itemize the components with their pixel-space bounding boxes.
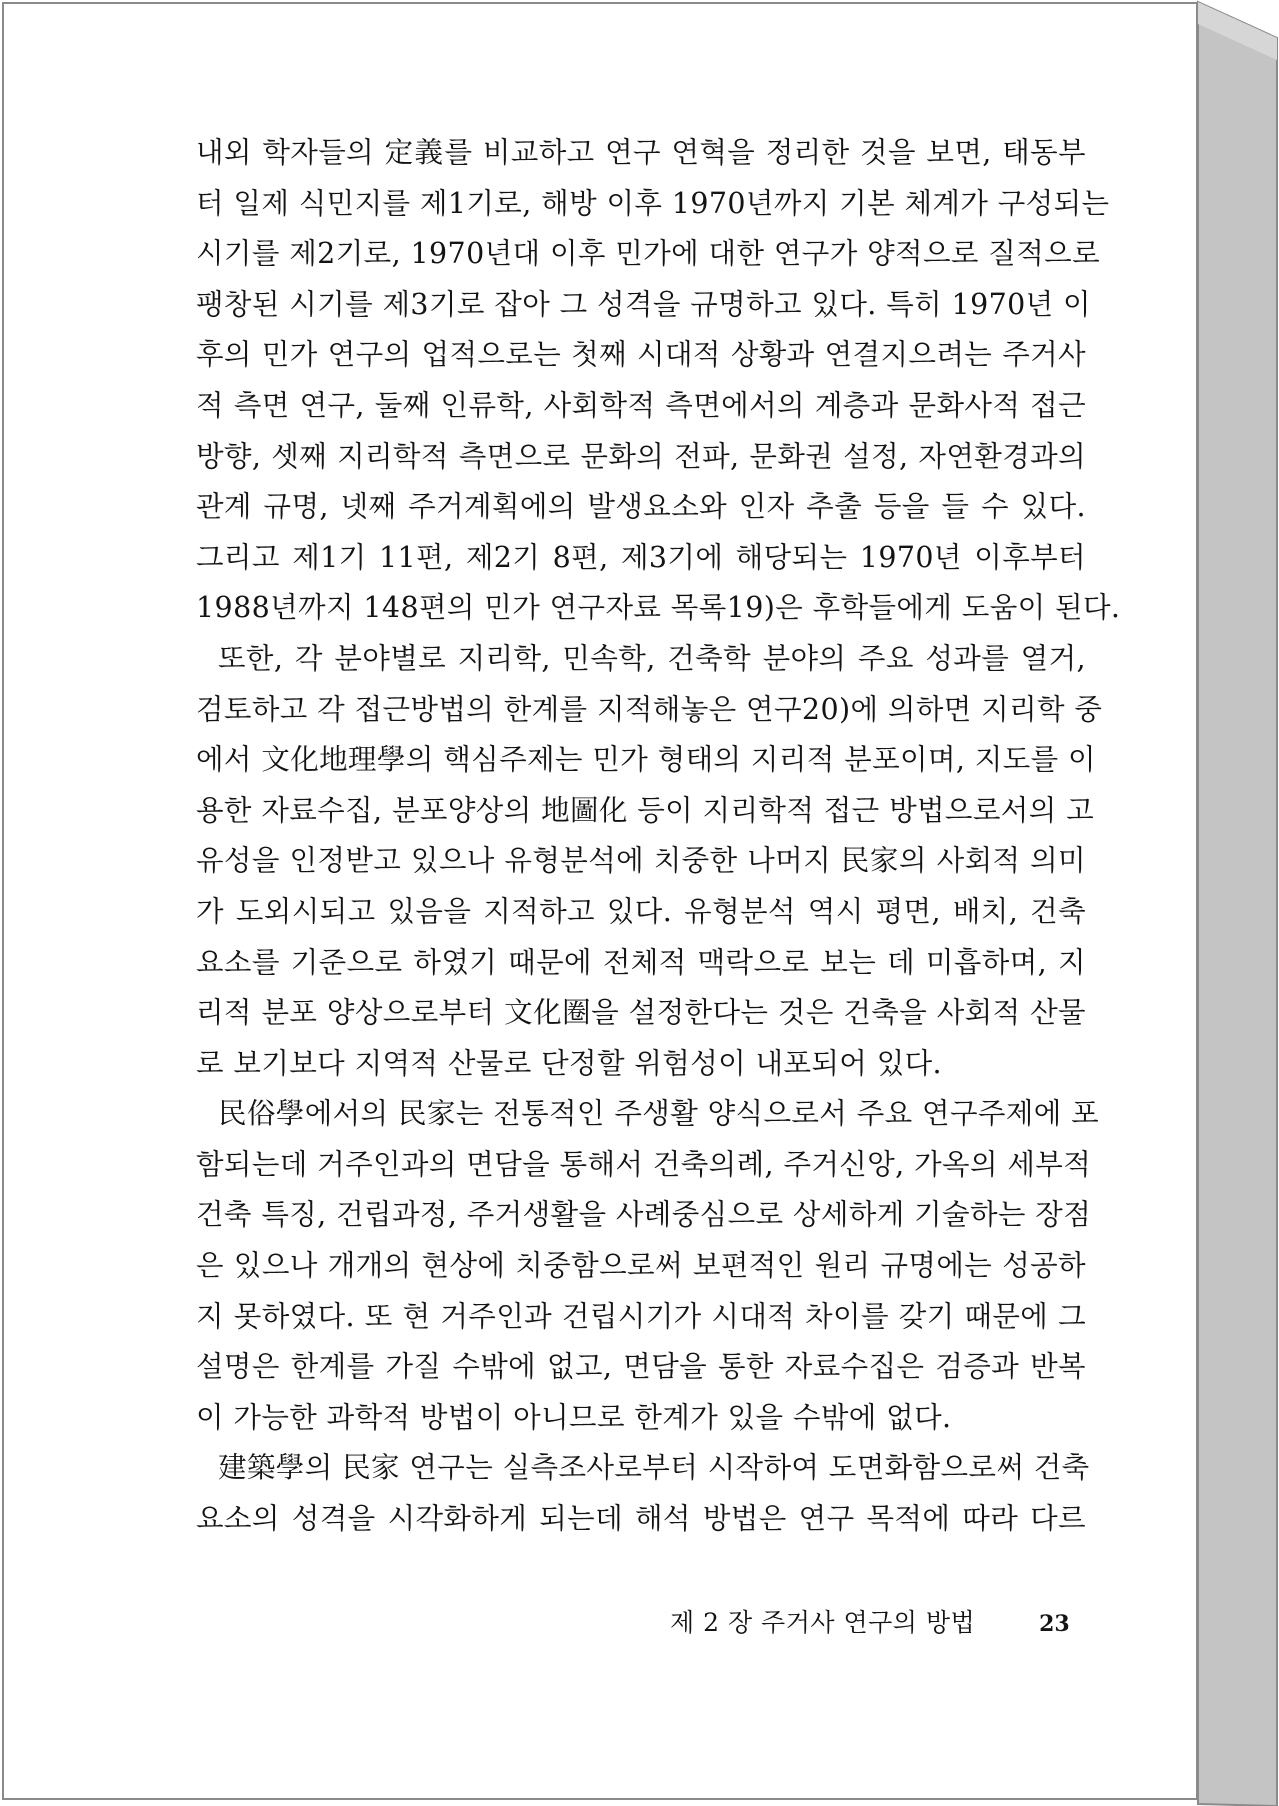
text-line: 팽창된 시기를 제3기로 잡아 그 성격을 규명하고 있다. 특히 1970년 이: [196, 287, 1091, 321]
text-line: 로 보기보다 지역적 산물로 단정할 위험성이 내포되어 있다.: [196, 1046, 943, 1080]
text-line: 적 측면 연구, 둘째 인류학, 사회학적 측면에서의 계층과 문화사적 접근: [196, 388, 1086, 422]
text-line: 리적 분포 양상으로부터 文化圈을 설정한다는 것은 건축을 사회적 산물: [196, 996, 1086, 1030]
text-line: 建築學의 民家 연구는 실측조사로부터 시작하여 도면화함으로써 건축: [218, 1451, 1090, 1485]
text-line: 내외 학자들의 定義를 비교하고 연구 연혁을 정리한 것을 보면, 태동부: [196, 136, 1086, 169]
text-line: 그리고 제1기 11편, 제2기 8편, 제3기에 해당되는 1970년 이후부터: [196, 540, 1086, 574]
text-line: 함되는데 거주인과의 면담을 통해서 건축의례, 주거신앙, 가옥의 세부적: [196, 1147, 1092, 1181]
page-number: 23: [1039, 1611, 1070, 1637]
text-line: 설명은 한계를 가질 수밖에 없고, 면담을 통한 자료수집은 검증과 반복: [196, 1350, 1086, 1384]
text-line: 에서 文化地理學의 핵심주제는 민가 형태의 지리적 분포이며, 지도를 이: [196, 743, 1096, 777]
text-line: 지 못하였다. 또 현 거주인과 건립시기가 시대적 차이를 갖기 때문에 그: [196, 1299, 1086, 1333]
text-line: 방향, 셋째 지리학적 측면으로 문화의 전파, 문화권 설정, 자연환경과의: [196, 439, 1086, 473]
text-line: 요소의 성격을 시각화하게 되는데 해석 방법은 연구 목적에 따라 다르: [196, 1502, 1086, 1536]
text-line: 이 가능한 과학적 방법이 아니므로 한계가 있을 수밖에 없다.: [196, 1400, 952, 1434]
text-line: 시기를 제2기로, 1970년대 이후 민가에 대한 연구가 양적으로 질적으로: [196, 237, 1101, 271]
text-line: 건축 특징, 건립과정, 주거생활을 사례중심으로 상세하게 기술하는 장점: [196, 1198, 1092, 1232]
text-line: 가 도외시되고 있음을 지적하고 있다. 유형분석 역시 평면, 배치, 건축: [196, 894, 1086, 928]
text-line: 용한 자료수집, 분포양상의 地圖化 등이 지리학적 접근 방법으로서의 고: [196, 793, 1095, 827]
running-footer: [670, 1603, 1070, 1639]
text-line: 은 있으나 개개의 현상에 치중함으로써 보편적인 원리 규명에는 성공하: [196, 1249, 1086, 1283]
text-line: 관계 규명, 넷째 주거계획에의 발생요소와 인자 추출 등을 들 수 있다.: [196, 490, 1086, 524]
text-line: 검토하고 각 접근방법의 한계를 지적해놓은 연구20)에 의하면 지리학 중: [196, 692, 1103, 726]
text-line: 民俗學에서의 民家는 전통적인 주생활 양식으로서 주요 연구주제에 포: [218, 1097, 1100, 1131]
body-text: [196, 128, 1121, 1545]
text-line: 유성을 인정받고 있으나 유형분석에 치중한 나머지 民家의 사회적 의미: [196, 844, 1086, 878]
chapter-title: 제 2 장 주거사 연구의 방법: [670, 1608, 976, 1637]
text-line: 후의 민가 연구의 업적으로는 첫째 시대적 상황과 연결지으려는 주거사: [196, 338, 1086, 372]
text-line: 터 일제 식민지를 제1기로, 해방 이후 1970년까지 기본 체계가 구성되는: [196, 186, 1110, 220]
text-line: 1988년까지 148편의 민가 연구자료 목록19)은 후학들에게 도움이 된다.: [196, 591, 1121, 625]
text-line: 요소를 기준으로 하였기 때문에 전체적 맥락으로 보는 데 미흡하며, 지: [196, 945, 1086, 979]
text-line: 또한, 각 분야별로 지리학, 민속학, 건축학 분야의 주요 성과를 열거,: [218, 641, 1086, 675]
